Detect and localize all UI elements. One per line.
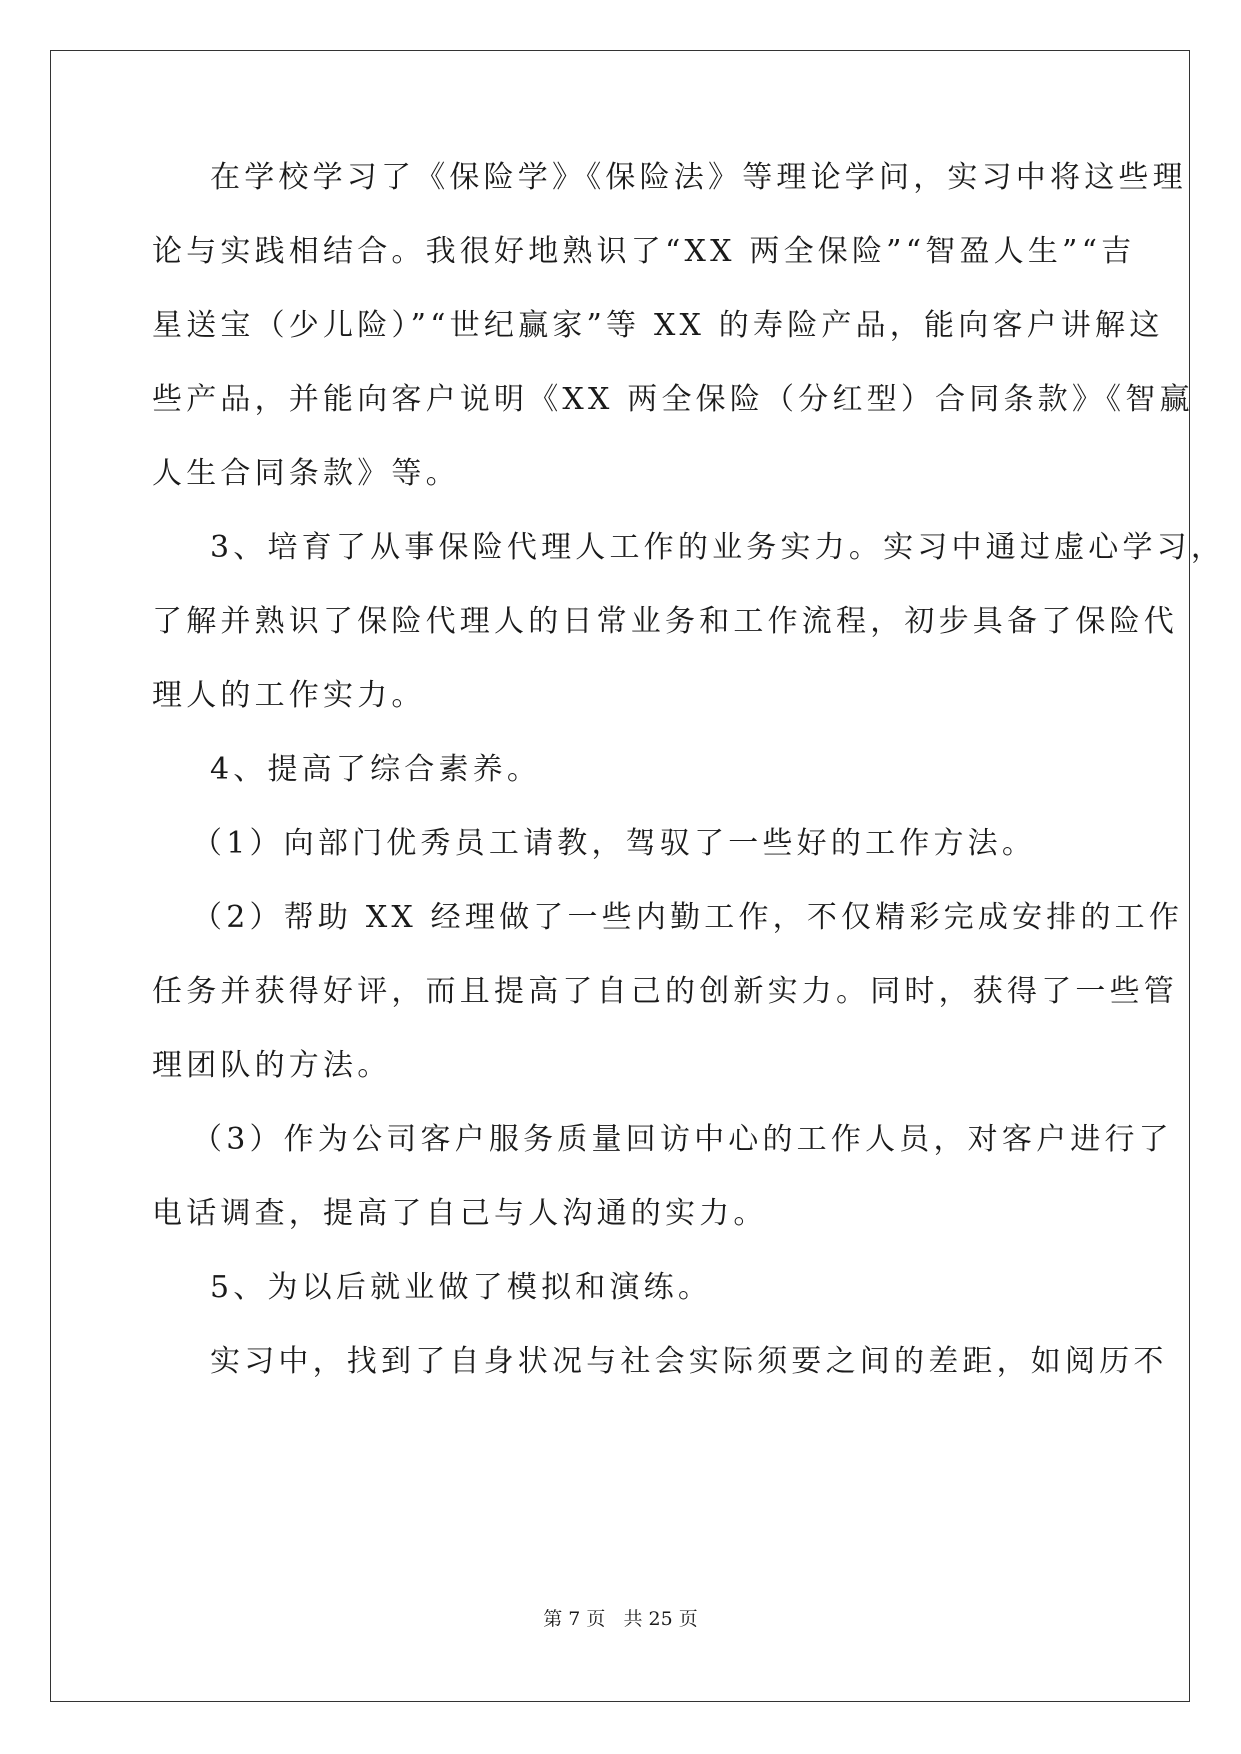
text-line: （1）向部门优秀员工请教，驾驭了一些好的工作方法。	[192, 826, 1037, 861]
text-line: 电话调查，提高了自己与人沟通的实力。	[152, 1196, 768, 1231]
text-line: 3、培育了从事保险代理人工作的业务实力。实习中通过虚心学习，	[210, 530, 1226, 565]
text-line: 论与实践相结合。我很好地熟识了“XX 两全保险”“智盈人生”“吉	[152, 234, 1136, 269]
text-line: 理团队的方法。	[152, 1048, 392, 1083]
text-line: 4、提高了综合素养。	[210, 752, 542, 787]
text-line: 实习中，找到了自身状况与社会实际须要之间的差距，如阅历不	[210, 1344, 1168, 1379]
text-line: （2）帮助 XX 经理做了一些内勤工作，不仅精彩完成安排的工作	[192, 900, 1184, 935]
page-border	[50, 50, 1190, 1702]
text-line: 理人的工作实力。	[152, 678, 426, 713]
text-line: （3）作为公司客户服务质量回访中心的工作人员，对客户进行了	[192, 1122, 1173, 1157]
text-line: 人生合同条款》等。	[152, 456, 460, 491]
text-line: 在学校学习了《保险学》《保险法》等理论学问，实习中将这些理	[210, 160, 1187, 195]
page-total: 共 25 页	[623, 1608, 698, 1630]
text-line: 5、为以后就业做了模拟和演练。	[210, 1270, 713, 1305]
text-line: 些产品，并能向客户说明《XX 两全保险（分红型）合同条款》《智赢	[152, 382, 1194, 417]
text-line: 了解并熟识了保险代理人的日常业务和工作流程，初步具备了保险代	[152, 604, 1178, 639]
text-line: 星送宝（少儿险）”“世纪赢家”等 XX 的寿险产品，能向客户讲解这	[152, 308, 1164, 343]
page-footer	[0, 1607, 1241, 1631]
page-number: 第 7 页	[543, 1608, 606, 1630]
text-line: 任务并获得好评，而且提高了自己的创新实力。同时，获得了一些管	[152, 974, 1178, 1009]
